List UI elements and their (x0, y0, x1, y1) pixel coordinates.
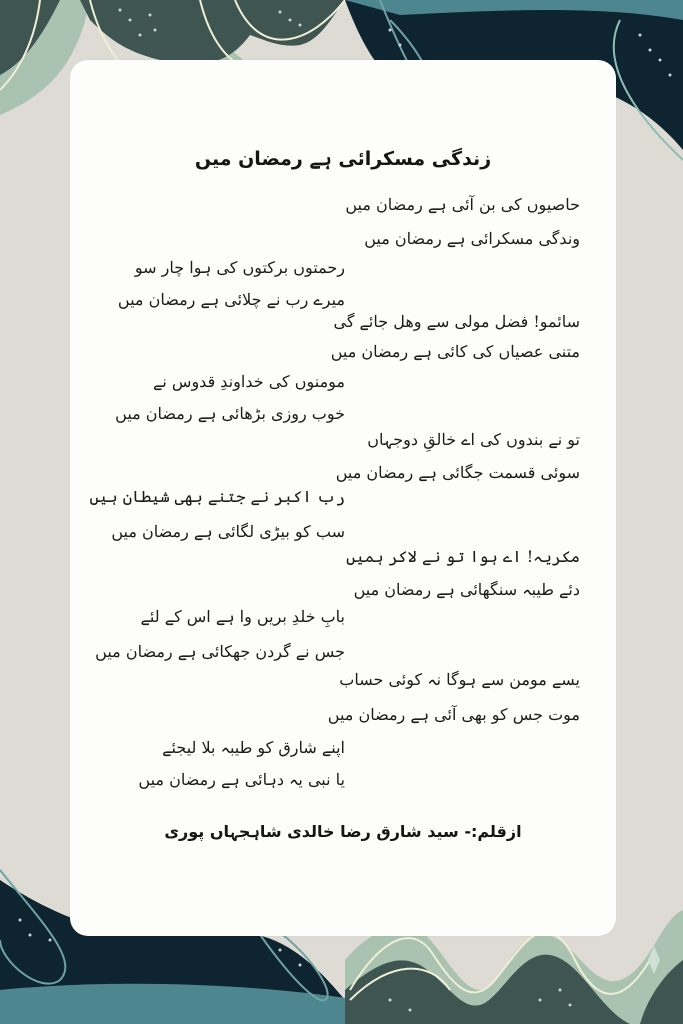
poem-line: یا نبی یہ دہائی ہے رمضان میں (138, 770, 345, 789)
poem-line: وندگی مسکرائی ہے رمضان میں (364, 229, 580, 248)
poem-line: تو نے بندوں کی اے خالقِ دوجہاں (367, 430, 580, 449)
author-credit: ازقلم:- سید شارق رضا خالدی شاہجہاں پوری (164, 822, 522, 841)
poem-line: مکریہ! اے ہوا تو نے لاکر ہمیں (346, 547, 580, 566)
poem-line: حاصیوں کی بن آئی ہے رمضان میں (345, 195, 580, 214)
poem-line: متنی عصیاں کی کائی ہے رمضان میں (330, 342, 580, 361)
poem-line: موت جس کو بھی آئی ہے رمضان میں (327, 705, 580, 724)
poem-line: سوئی قسمت جگائی ہے رمضان میں (335, 463, 580, 482)
poem-line: رب اکبر نے جتنے بھی شیطان ہیں (89, 487, 345, 506)
poem-line: سب کو بیڑی لگائی ہے رمضان میں (111, 522, 345, 541)
poem-line: میرے رب نے چلائی ہے رمضان میں (117, 290, 345, 309)
poem-line: اپنے شارق کو طیبہ بلا لیجئے (162, 738, 345, 757)
poem-line: مومنوں کی خداوندِ قدوس نے (153, 372, 345, 391)
poem-line: رحمتوں برکتوں کی ہوا چار سو (134, 258, 345, 277)
poem-line: جس نے گردن جھکائی ہے رمضان میں (95, 642, 345, 661)
poem-line: خوب روزی بڑھائی ہے رمضان میں (115, 404, 345, 423)
poem-line: بابِ خلدِ بریں وا ہے اس کے لئے (140, 607, 345, 626)
poem-line: سائمو! فضل مولی سے وھل جائے گی (333, 312, 580, 331)
poem-line: یسے مومن سے ہوگا نہ کوئی حساب (339, 670, 580, 689)
poem-title: زندگی مسکرائی ہے رمضان میں (194, 148, 492, 170)
poem-line: دئے طیبہ سنگھائی ہے رمضان میں (353, 580, 580, 599)
